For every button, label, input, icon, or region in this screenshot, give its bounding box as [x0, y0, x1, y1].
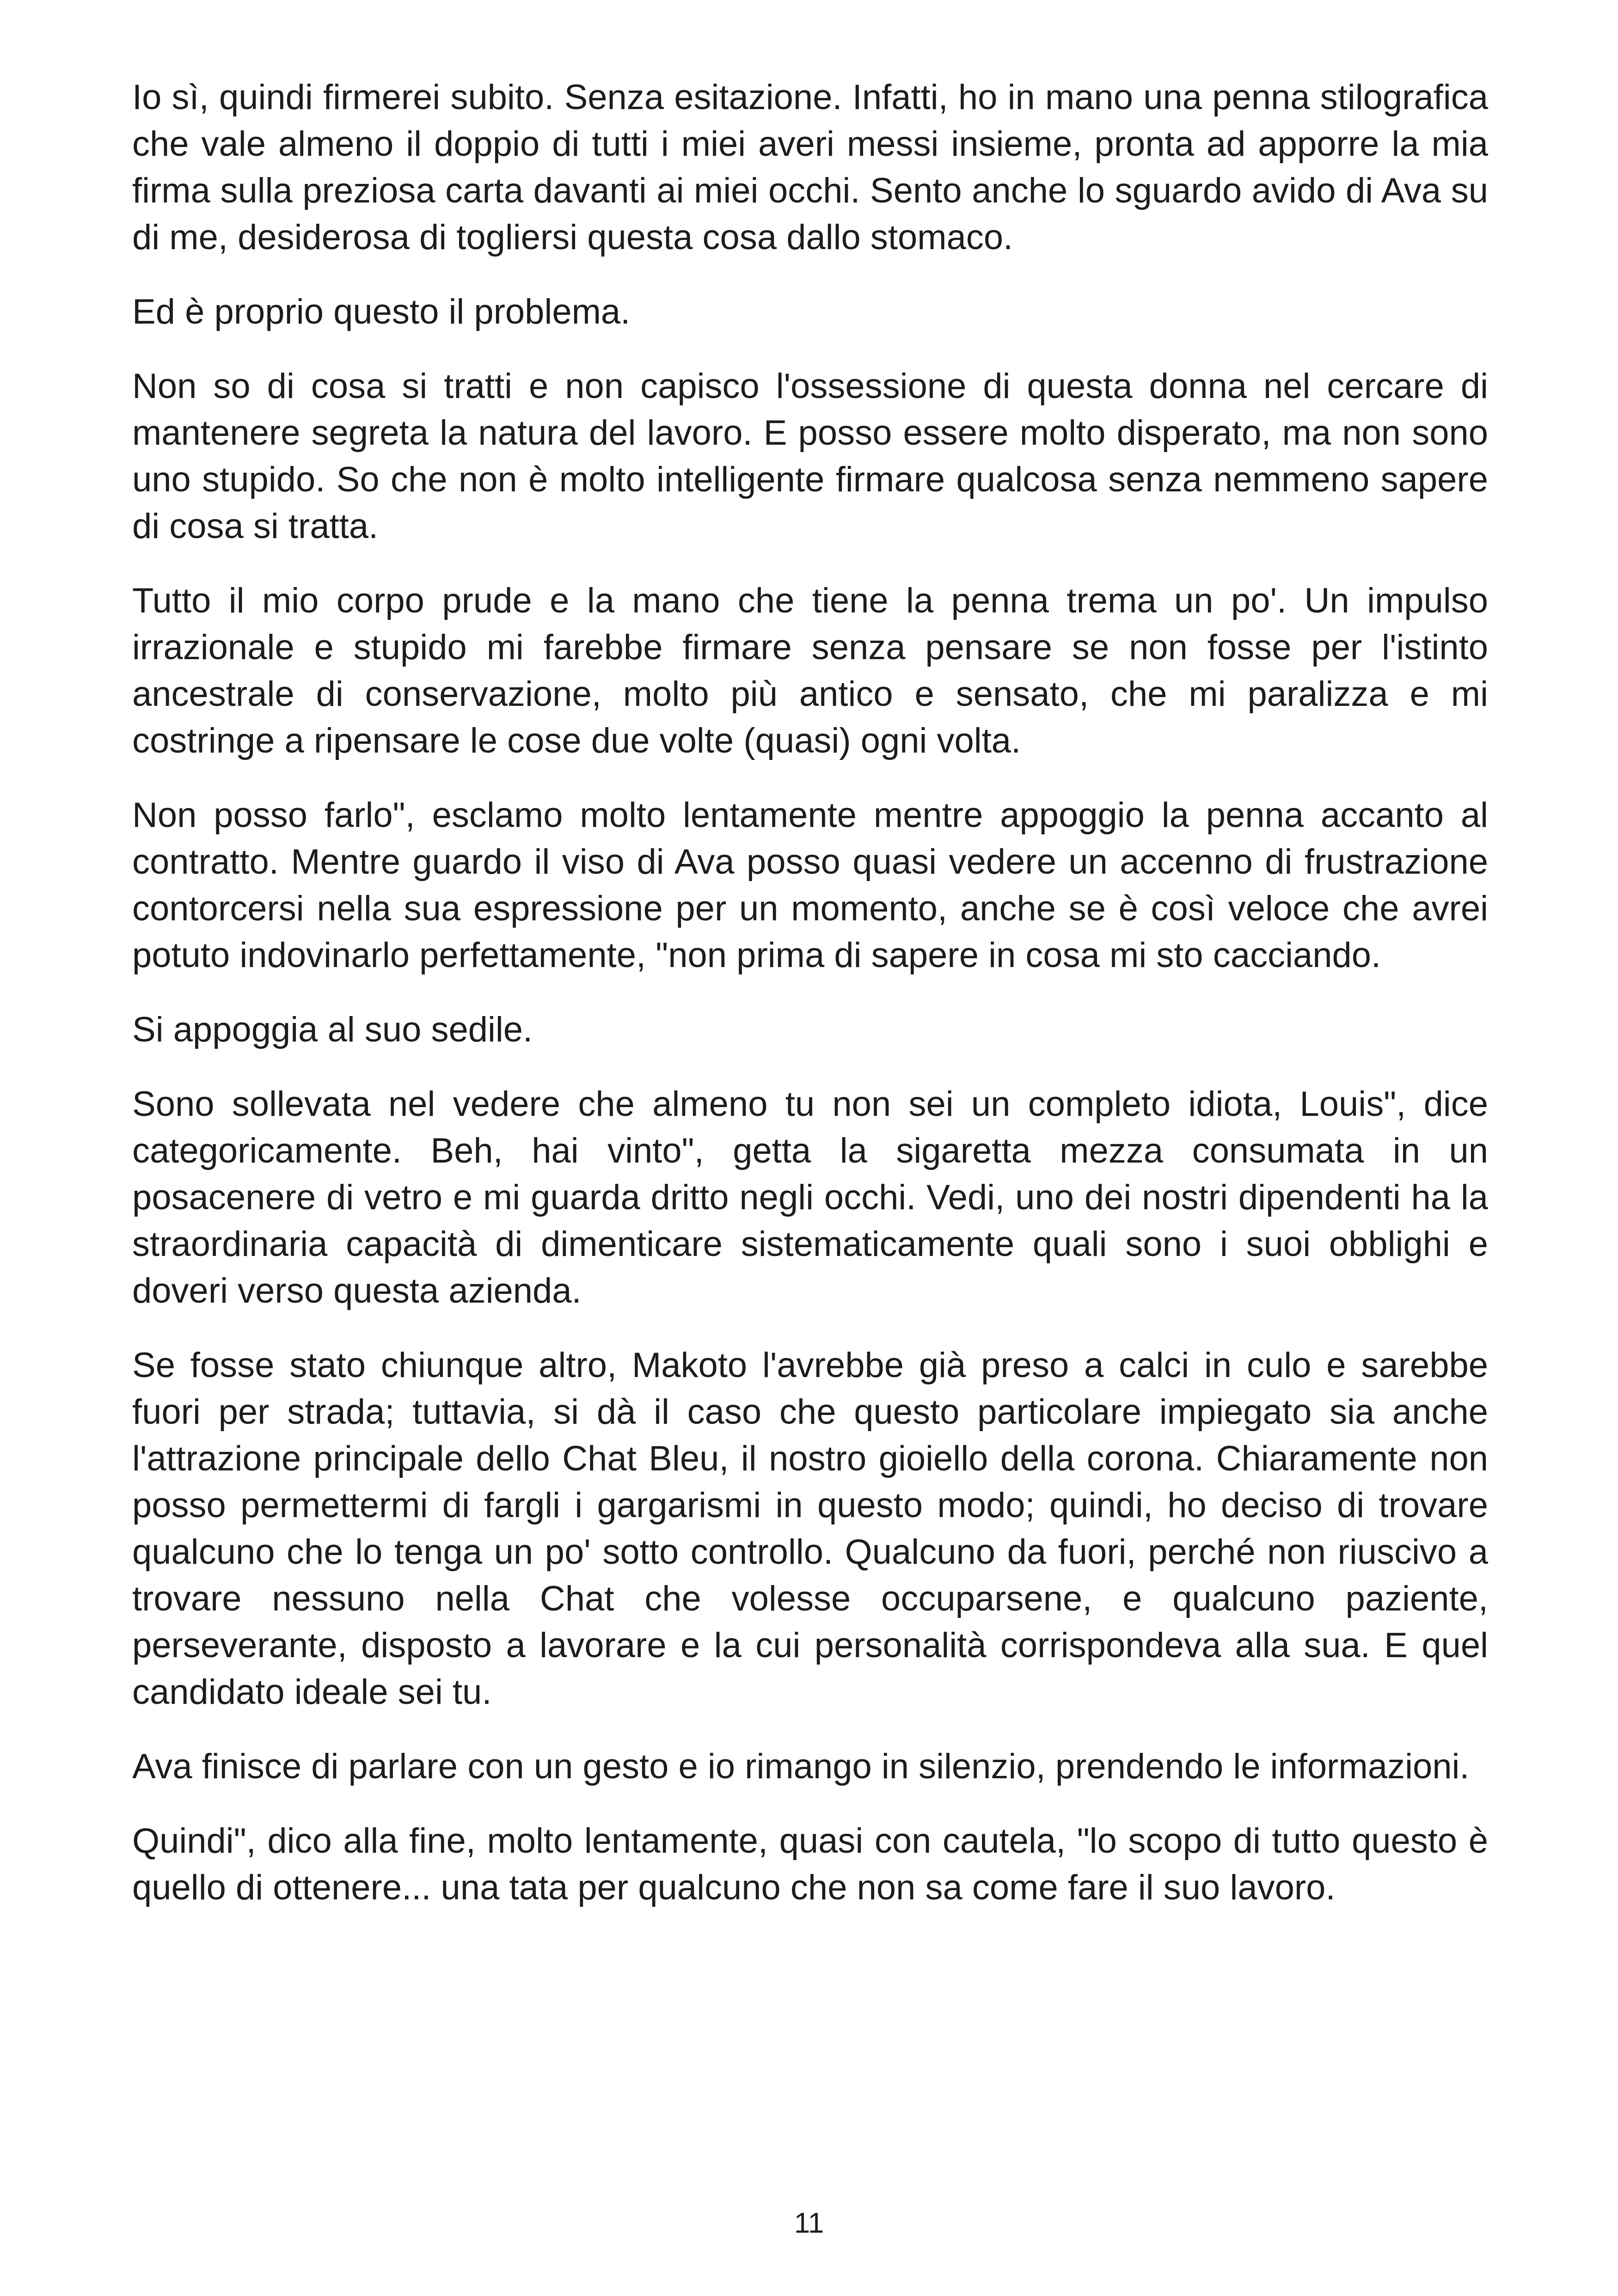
paragraph-7: Sono sollevata nel vedere che almeno tu non sei un completo idiota, Louis", dice categoricamente. Beh, hai vinto", getta la sigaretta mezza consumata in un posacenere di vetro e mi guarda dritto negli occhi. Vedi, uno dei nostri dipendenti ha la straordinaria capacità di dimenticare sistematicamente quali sono i suoi obblighi e doveri verso questa azienda. — [132, 1084, 1488, 1310]
paragraph-8: Se fosse stato chiunque altro, Makoto l'avrebbe già preso a calci in culo e sarebbe fuori per strada; tuttavia, si dà il caso che questo particolare impiegato sia anche l'attrazione principale dello Chat Bleu, il nostro gioiello della corona. Chiaramente non posso permettermi di fargli i gargarismi in questo modo; quindi, ho deciso di trovare qualcuno che lo tenga un po' sotto controllo. Qualcuno da fuori, perché non riuscivo a trovare nessuno nella Chat che volesse occuparsene, e qualcuno paziente, perseverante, disposto a lavorare e la cui personalità corrispondeva alla sua. E quel candidato ideale sei tu. — [132, 1346, 1488, 1712]
paragraph-10: Quindi", dico alla fine, molto lentamente, quasi con cautela, "lo scopo di tutto questo è quello di ottenere... una tata per qualcuno che non sa come fare il suo lavoro. — [132, 1821, 1488, 1907]
paragraph-1: Io sì, quindi firmerei subito. Senza esitazione. Infatti, ho in mano una penna stilografica che vale almeno il doppio di tutti i miei averi messi insieme, pronta ad apporre la mia firma sulla preziosa carta davanti ai miei occhi. Sento anche lo sguardo avido di Ava su di me, desiderosa di togliersi questa cosa dallo stomaco. — [132, 78, 1488, 257]
paragraph-3: Non so di cosa si tratti e non capisco l'ossessione di questa donna nel cercare di mantenere segreta la natura del lavoro. E posso essere molto disperato, ma non sono uno stupido. So che non è molto intelligente firmare qualcosa senza nemmeno sapere di cosa si tratta. — [132, 367, 1488, 546]
paragraph-6: Si appoggia al suo sedile. — [132, 1010, 533, 1049]
paragraph-5: Non posso farlo", esclamo molto lentamente mentre appoggio la penna accanto al contratto. Mentre guardo il viso di Ava posso quasi vedere un accenno di frustrazione contorcersi nella sua espressione per un momento, anche se è così veloce che avrei potuto indovinarlo perfettamente, "non prima di sapere in cosa mi sto cacciando. — [132, 796, 1488, 975]
body-text — [132, 74, 1488, 1939]
page-number: 11 — [794, 2207, 824, 2239]
paragraph-9: Ava finisce di parlare con un gesto e io rimango in silenzio, prendendo le informazioni. — [132, 1747, 1470, 1786]
paragraph-2: Ed è proprio questo il problema. — [132, 292, 631, 331]
paragraph-4: Tutto il mio corpo prude e la mano che tiene la penna trema un po'. Un impulso irrazionale e stupido mi farebbe firmare senza pensare se non fosse per l'istinto ancestrale di conservazione, molto più antico e sensato, che mi paralizza e mi costringe a ripensare le cose due volte (quasi) ogni volta. — [132, 581, 1488, 760]
